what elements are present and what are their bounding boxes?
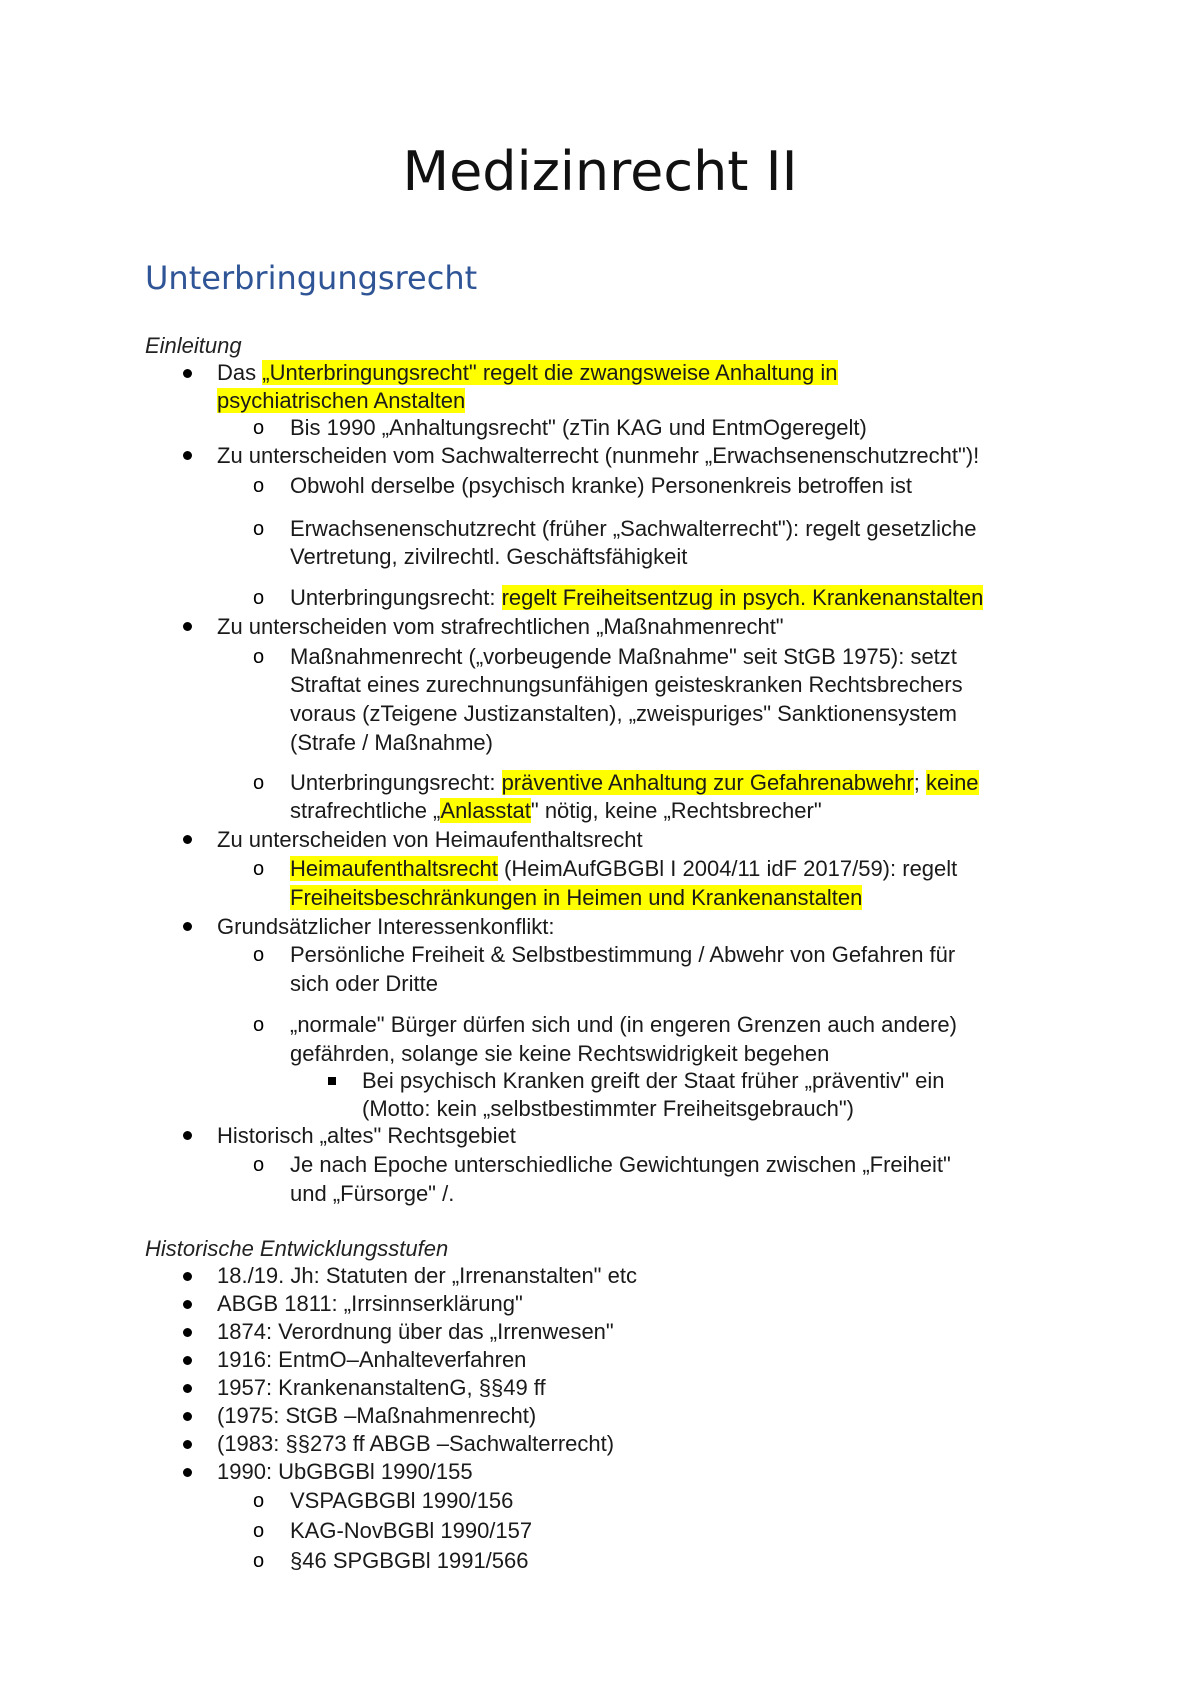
list-subitem: Maßnahmenrecht („vorbeugende Maßnahme" seit StGB 1975): setzt: [290, 644, 957, 669]
list-item: 1916: EntmO–Anhalteverfahren: [217, 1347, 527, 1372]
bullet-icon: [183, 922, 192, 931]
list-subitem-continuation: Freiheitsbeschränkungen in Heimen und Krankenanstalten: [290, 885, 863, 910]
circle-bullet-icon: o: [253, 475, 265, 497]
subheading-historische-entwicklungsstufen: Historische Entwicklungsstufen: [145, 1236, 449, 1261]
list-subitem-continuation: (Strafe / Maßnahme): [290, 730, 493, 755]
bullet-icon: [183, 1328, 192, 1337]
list-subitem: „normale" Bürger dürfen sich und (in engeren Grenzen auch andere): [290, 1012, 957, 1037]
list-item: Das „Unterbringungsrecht" regelt die zwangsweise Anhaltung in: [217, 360, 838, 385]
list-subitem: Bis 1990 „Anhaltungsrecht" (zTin KAG und EntmOgeregelt): [290, 415, 867, 440]
list-item: Zu unterscheiden vom Sachwalterrecht (nunmehr „Erwachsenenschutzrecht")!: [217, 443, 980, 468]
list-item: (1975: StGB –Maßnahmenrecht): [217, 1403, 537, 1428]
bullet-icon: [183, 1356, 192, 1365]
list-subitem: VSPAGBGBl 1990/156: [290, 1488, 514, 1513]
circle-bullet-icon: o: [253, 1154, 265, 1176]
list-subitem: Erwachsenenschutzrecht (früher „Sachwalterrecht"): regelt gesetzliche: [290, 516, 977, 541]
list-subitem: Unterbringungsrecht: regelt Freiheitsentzug in psych. Krankenanstalten: [290, 585, 984, 610]
list-subitem: Je nach Epoche unterschiedliche Gewichtungen zwischen „Freiheit": [290, 1152, 951, 1177]
subheading-einleitung: Einleitung: [145, 333, 242, 358]
bullet-icon: [183, 1300, 192, 1309]
bullet-icon: [183, 1131, 192, 1140]
list-item: Historisch „altes" Rechtsgebiet: [217, 1123, 516, 1148]
bullet-icon: [183, 369, 192, 378]
list-subitem-continuation: voraus (zTeigene Justizanstalten), „zweispuriges" Sanktionensystem: [290, 701, 957, 726]
list-subsubitem: Bei psychisch Kranken greift der Staat früher „präventiv" ein: [362, 1068, 945, 1093]
circle-bullet-icon: o: [253, 587, 265, 609]
bullet-icon: [183, 1468, 192, 1477]
bullet-icon: [183, 1272, 192, 1281]
bullet-icon: [183, 1440, 192, 1449]
list-item: 18./19. Jh: Statuten der „Irrenanstalten" etc: [217, 1263, 637, 1288]
list-subitem: Heimaufenthaltsrecht (HeimAufGBGBl I 2004/11 idF 2017/59): regelt: [290, 856, 958, 881]
list-item: Zu unterscheiden von Heimaufenthaltsrecht: [217, 827, 643, 852]
list-subitem-continuation: Vertretung, zivilrechtl. Geschäftsfähigkeit: [290, 544, 688, 569]
list-subitem: Obwohl derselbe (psychisch kranke) Personenkreis betroffen ist: [290, 473, 913, 498]
list-subsubitem-continuation: (Motto: kein „selbstbestimmter Freiheitsgebrauch"): [362, 1096, 854, 1121]
list-item: ABGB 1811: „Irrsinnserklärung": [217, 1291, 523, 1316]
circle-bullet-icon: o: [253, 1520, 265, 1542]
section-heading: Unterbringungsrecht: [145, 259, 478, 297]
list-subitem-continuation: gefährden, solange sie keine Rechtswidrigkeit begehen: [290, 1041, 830, 1066]
circle-bullet-icon: o: [253, 944, 265, 966]
list-subitem: §46 SPGBGBl 1991/566: [290, 1548, 529, 1573]
list-subitem-continuation: strafrechtliche „Anlasstat" nötig, keine „Rechtsbrecher": [290, 798, 822, 823]
bullet-icon: [183, 1384, 192, 1393]
square-bullet-icon: [328, 1077, 336, 1085]
circle-bullet-icon: o: [253, 1550, 265, 1572]
circle-bullet-icon: o: [253, 772, 265, 794]
list-subitem-continuation: und „Fürsorge" /.: [290, 1181, 455, 1206]
list-item: 1957: KrankenanstaltenG, §§49 ff: [217, 1375, 546, 1400]
bullet-icon: [183, 1412, 192, 1421]
list-item: (1983: §§273 ff ABGB –Sachwalterrecht): [217, 1431, 615, 1456]
list-subitem-continuation: sich oder Dritte: [290, 971, 438, 996]
list-subitem: KAG-NovBGBl 1990/157: [290, 1518, 533, 1543]
circle-bullet-icon: o: [253, 858, 265, 880]
circle-bullet-icon: o: [253, 518, 265, 540]
list-item: Zu unterscheiden vom strafrechtlichen „Maßnahmenrecht": [217, 614, 784, 639]
bullet-icon: [183, 451, 192, 460]
document-title: Medizinrecht II: [402, 140, 798, 203]
list-item: 1874: Verordnung über das „Irrenwesen": [217, 1319, 614, 1344]
list-subitem-continuation: Straftat eines zurechnungsunfähigen geisteskranken Rechtsbrechers: [290, 672, 963, 697]
list-subitem: Unterbringungsrecht: präventive Anhaltung zur Gefahrenabwehr; keine: [290, 770, 979, 795]
bullet-icon: [183, 622, 192, 631]
list-item-continuation: psychiatrischen Anstalten: [217, 388, 466, 413]
circle-bullet-icon: o: [253, 646, 265, 668]
circle-bullet-icon: o: [253, 417, 265, 439]
bullet-icon: [183, 835, 192, 844]
circle-bullet-icon: o: [253, 1014, 265, 1036]
list-item: Grundsätzlicher Interessenkonflikt:: [217, 914, 555, 939]
list-item: 1990: UbGBGBl 1990/155: [217, 1459, 473, 1484]
circle-bullet-icon: o: [253, 1490, 265, 1512]
list-subitem: Persönliche Freiheit & Selbstbestimmung / Abwehr von Gefahren für: [290, 942, 956, 967]
